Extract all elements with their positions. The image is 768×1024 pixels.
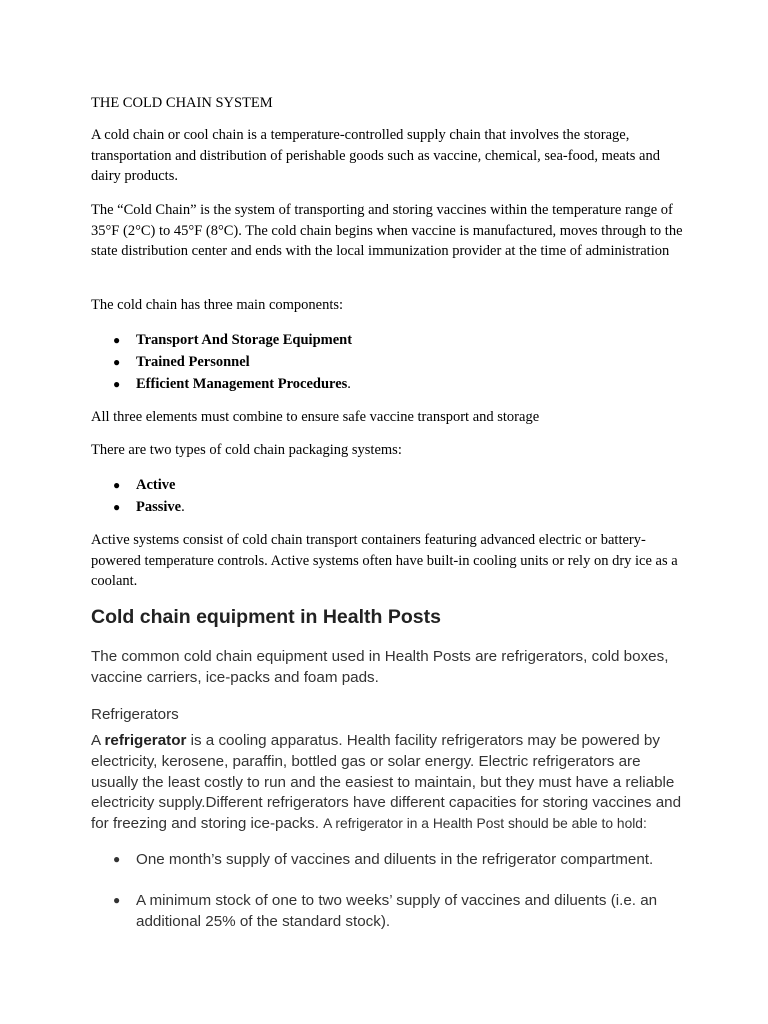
refrigerator-paragraph: A refrigerator is a cooling apparatus. Health facility refrigerators may be powered by electricity, kerosene, paraffin, bottled gas or solar energy. Electric refrigerators are usually the least costly to run and the easiest to maintain, but they must have a reliable electricity supply.Different refrigerators have different capacities for storing vaccines and for freezing and storing ice-packs. A refrigerator in a Health Post should be able to hold: <box>91 732 682 833</box>
list-item-text: One month’s supply of vaccines and diluents in the refrigerator compartment. <box>136 851 654 868</box>
bullet-icon: ● <box>113 333 121 347</box>
list-item <box>91 329 671 351</box>
bullet-icon: ● <box>113 355 121 369</box>
refrigerator-holdings-list <box>91 849 691 952</box>
section-heading: Cold chain equipment in Health Posts <box>91 606 441 628</box>
list-item <box>91 890 691 932</box>
document-title: THE COLD CHAIN SYSTEM <box>91 95 273 111</box>
list-item-label: Transport And Storage Equipment <box>136 332 353 348</box>
subsection-heading: Refrigerators <box>91 706 179 723</box>
components-list <box>91 329 671 395</box>
list-item <box>91 373 671 395</box>
equipment-paragraph: The common cold chain equipment used in Health Posts are refrigerators, cold boxes, vaccine carriers, ice-packs and foam pads. <box>91 648 669 686</box>
refrigerator-term: refrigerator <box>104 732 187 749</box>
types-list <box>91 474 671 518</box>
types-intro: There are two types of cold chain packaging systems: <box>91 442 402 458</box>
bullet-icon: ● <box>113 852 121 866</box>
components-intro: The cold chain has three main components: <box>91 297 344 313</box>
active-systems-paragraph: Active systems consist of cold chain transport containers featuring advanced electric or battery-powered temperature controls. Active systems often have built-in cooling units or rely on dry ice as a coolant. <box>91 532 678 589</box>
list-item-text: A minimum stock of one to two weeks’ supply of vaccines and diluents (i.e. an additional 25% of the standard stock). <box>136 892 658 930</box>
list-item-label: Efficient Management Procedures <box>136 376 348 392</box>
bullet-icon: ● <box>113 893 121 907</box>
bullet-icon: ● <box>113 500 121 514</box>
combine-paragraph: All three elements must combine to ensure safe vaccine transport and storage <box>91 409 540 425</box>
cold-chain-definition-paragraph: The “Cold Chain” is the system of transporting and storing vaccines within the temperature range of 35°F (2°C) to 45°F (8°C). The cold chain begins when vaccine is manufactured, moves through to the state distribution center and ends with the local immunization provider at the time of administration <box>91 202 683 259</box>
bullet-icon: ● <box>113 478 121 492</box>
intro-paragraph: A cold chain or cool chain is a temperature-controlled supply chain that involves the storage, transportation and distribution of perishable goods such as vaccine, chemical, sea-food, meats and dairy products. <box>91 127 660 184</box>
list-item <box>91 849 691 870</box>
list-item-label: Active <box>136 477 176 493</box>
list-item <box>91 496 671 518</box>
list-item <box>91 351 671 373</box>
bullet-icon: ● <box>113 377 121 391</box>
list-item-label: Passive <box>136 499 182 515</box>
list-item-suffix: . <box>181 499 185 515</box>
list-item-suffix: . <box>347 376 351 392</box>
list-item <box>91 474 671 496</box>
list-item-label: Trained Personnel <box>136 354 250 370</box>
